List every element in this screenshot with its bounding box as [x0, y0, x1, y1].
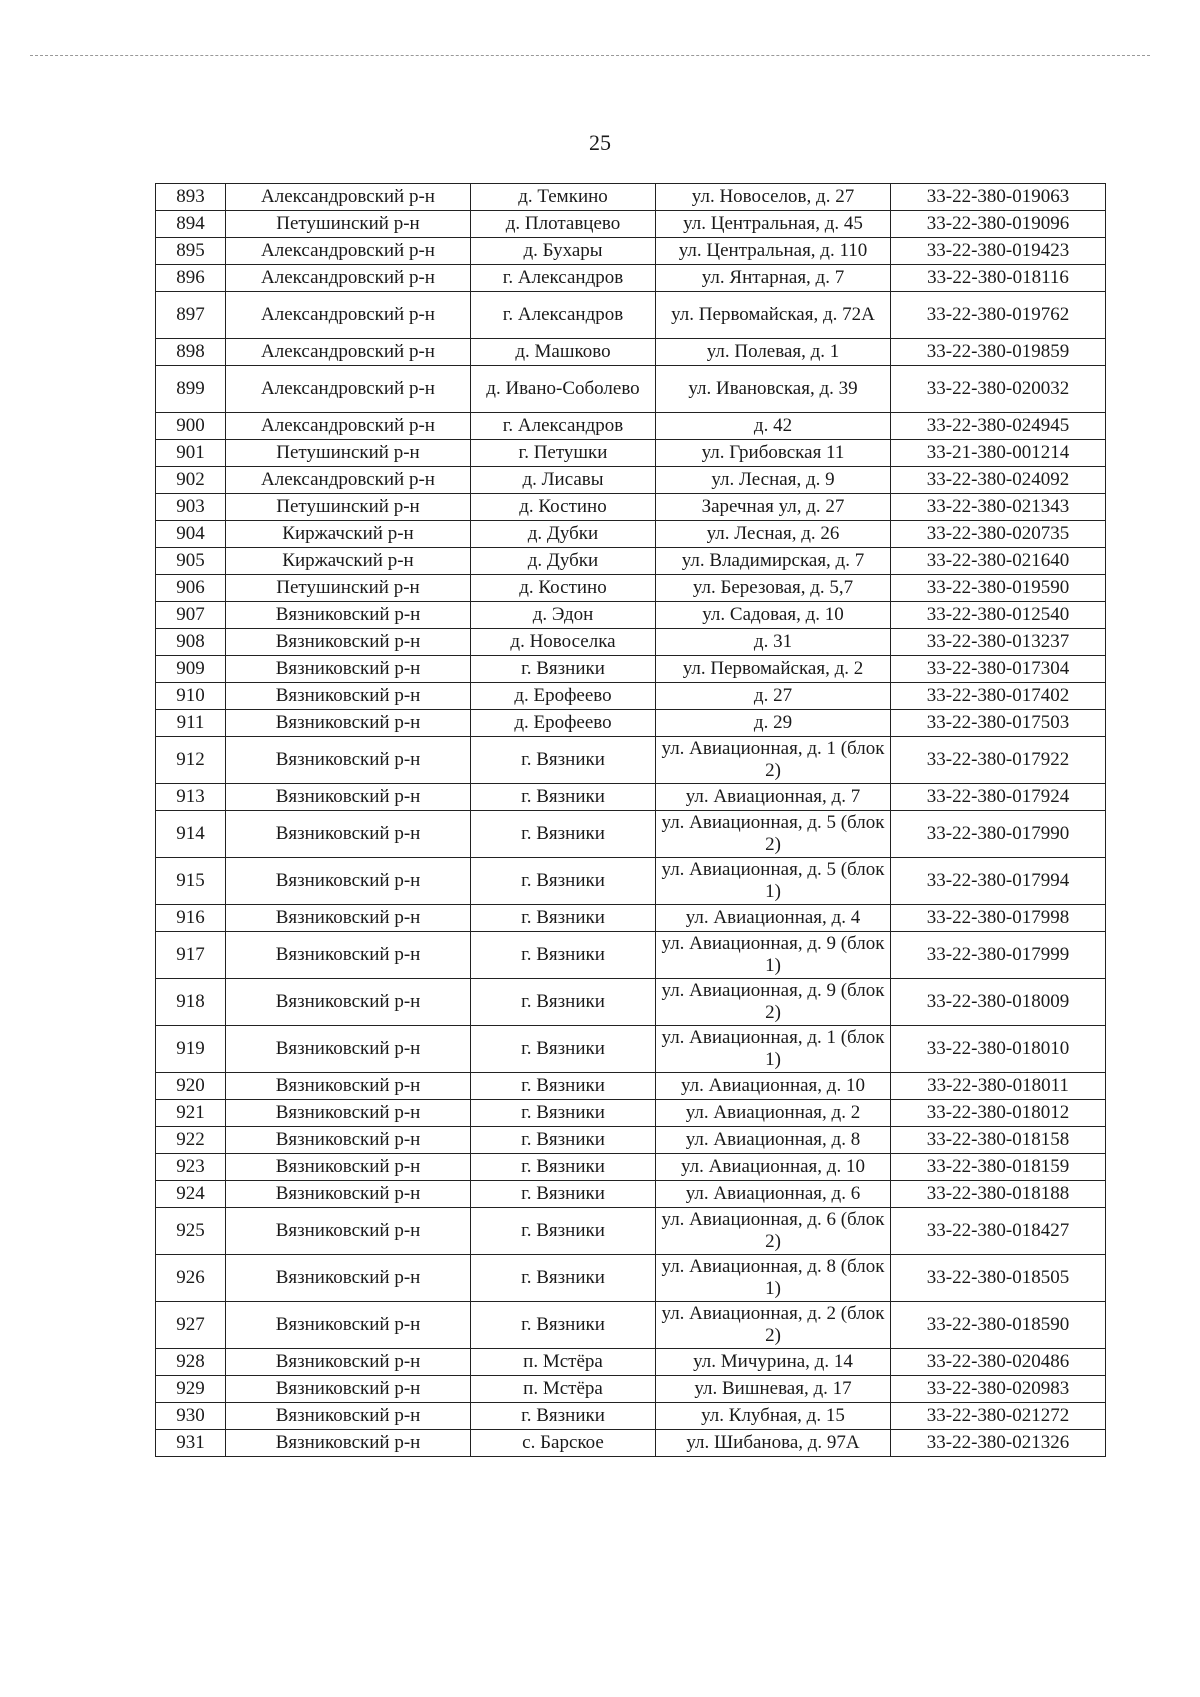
settlement-cell: д. Темкино [471, 184, 656, 211]
district-cell: Киржачский р-н [226, 548, 471, 575]
address-cell: ул. Лесная, д. 26 [656, 521, 891, 548]
row-number-cell: 924 [156, 1181, 226, 1208]
cadastral-number-cell: 33-22-380-020032 [891, 366, 1106, 413]
settlement-cell: г. Вязники [471, 1127, 656, 1154]
district-cell: Петушинский р-н [226, 494, 471, 521]
address-cell: ул. Янтарная, д. 7 [656, 265, 891, 292]
cadastral-number-cell: 33-22-380-017924 [891, 784, 1106, 811]
row-number-cell: 902 [156, 467, 226, 494]
settlement-cell: п. Мстёра [471, 1349, 656, 1376]
address-cell: ул. Новоселов, д. 27 [656, 184, 891, 211]
district-cell: Александровский р-н [226, 413, 471, 440]
row-number-cell: 923 [156, 1154, 226, 1181]
district-cell: Вязниковский р-н [226, 784, 471, 811]
table-row [156, 184, 1106, 211]
row-number-cell: 913 [156, 784, 226, 811]
cadastral-number-cell: 33-22-380-020983 [891, 1376, 1106, 1403]
cadastral-number-cell: 33-22-380-018011 [891, 1073, 1106, 1100]
settlement-cell: д. Ивано-Соболево [471, 366, 656, 413]
cadastral-number-cell: 33-22-380-024945 [891, 413, 1106, 440]
row-number-cell: 910 [156, 683, 226, 710]
district-cell: Вязниковский р-н [226, 1026, 471, 1073]
cadastral-number-cell: 33-22-380-021272 [891, 1403, 1106, 1430]
address-cell: ул. Ивановская, д. 39 [656, 366, 891, 413]
cadastral-number-cell: 33-22-380-018116 [891, 265, 1106, 292]
cadastral-number-cell: 33-22-380-019762 [891, 292, 1106, 339]
row-number-cell: 928 [156, 1349, 226, 1376]
table-row [156, 656, 1106, 683]
district-cell: Александровский р-н [226, 467, 471, 494]
table-row [156, 932, 1106, 979]
table-row [156, 1349, 1106, 1376]
table-row [156, 784, 1106, 811]
settlement-cell: д. Дубки [471, 521, 656, 548]
row-number-cell: 919 [156, 1026, 226, 1073]
row-number-cell: 911 [156, 710, 226, 737]
table-row [156, 440, 1106, 467]
table-row [156, 1376, 1106, 1403]
cadastral-number-cell: 33-22-380-018188 [891, 1181, 1106, 1208]
district-cell: Александровский р-н [226, 184, 471, 211]
table-row [156, 211, 1106, 238]
cadastral-number-cell: 33-22-380-017990 [891, 811, 1106, 858]
address-cell: ул. Березовая, д. 5,7 [656, 575, 891, 602]
cadastral-number-cell: 33-22-380-021343 [891, 494, 1106, 521]
settlement-cell: г. Вязники [471, 737, 656, 784]
address-cell: ул. Авиационная, д. 6 [656, 1181, 891, 1208]
settlement-cell: г. Вязники [471, 905, 656, 932]
address-cell: ул. Лесная, д. 9 [656, 467, 891, 494]
address-cell: д. 27 [656, 683, 891, 710]
row-number-cell: 916 [156, 905, 226, 932]
table-row [156, 292, 1106, 339]
row-number-cell: 918 [156, 979, 226, 1026]
district-cell: Вязниковский р-н [226, 710, 471, 737]
district-cell: Вязниковский р-н [226, 1302, 471, 1349]
address-cell: ул. Авиационная, д. 5 (блок 1) [656, 858, 891, 905]
table-row [156, 1181, 1106, 1208]
district-cell: Петушинский р-н [226, 211, 471, 238]
address-cell: ул. Авиационная, д. 1 (блок 2) [656, 737, 891, 784]
cadastral-number-cell: 33-22-380-019096 [891, 211, 1106, 238]
row-number-cell: 922 [156, 1127, 226, 1154]
cadastral-number-cell: 33-22-380-018505 [891, 1255, 1106, 1302]
table-row [156, 467, 1106, 494]
address-cell: ул. Авиационная, д. 5 (блок 2) [656, 811, 891, 858]
row-number-cell: 915 [156, 858, 226, 905]
address-cell: ул. Авиационная, д. 4 [656, 905, 891, 932]
row-number-cell: 914 [156, 811, 226, 858]
district-cell: Киржачский р-н [226, 521, 471, 548]
row-number-cell: 909 [156, 656, 226, 683]
table-row [156, 1255, 1106, 1302]
cadastral-number-cell: 33-22-380-018590 [891, 1302, 1106, 1349]
district-cell: Вязниковский р-н [226, 1181, 471, 1208]
cadastral-number-cell: 33-22-380-020486 [891, 1349, 1106, 1376]
settlement-cell: д. Ерофеево [471, 683, 656, 710]
row-number-cell: 904 [156, 521, 226, 548]
table-row [156, 1208, 1106, 1255]
address-cell: ул. Авиационная, д. 9 (блок 1) [656, 932, 891, 979]
district-cell: Александровский р-н [226, 366, 471, 413]
district-cell: Вязниковский р-н [226, 602, 471, 629]
district-cell: Вязниковский р-н [226, 979, 471, 1026]
district-cell: Вязниковский р-н [226, 1127, 471, 1154]
row-number-cell: 930 [156, 1403, 226, 1430]
settlement-cell: г. Вязники [471, 858, 656, 905]
row-number-cell: 894 [156, 211, 226, 238]
address-cell: ул. Первомайская, д. 2 [656, 656, 891, 683]
scan-edge-line [30, 55, 1150, 56]
address-cell: ул. Авиационная, д. 8 [656, 1127, 891, 1154]
table-row [156, 602, 1106, 629]
settlement-cell: с. Барское [471, 1430, 656, 1457]
row-number-cell: 912 [156, 737, 226, 784]
settlement-cell: г. Александров [471, 292, 656, 339]
address-cell: ул. Авиационная, д. 2 (блок 2) [656, 1302, 891, 1349]
settlement-cell: д. Дубки [471, 548, 656, 575]
cadastral-number-cell: 33-22-380-018009 [891, 979, 1106, 1026]
address-cell: ул. Авиационная, д. 8 (блок 1) [656, 1255, 891, 1302]
row-number-cell: 898 [156, 339, 226, 366]
table-row [156, 1026, 1106, 1073]
district-cell: Александровский р-н [226, 238, 471, 265]
cadastral-number-cell: 33-22-380-018159 [891, 1154, 1106, 1181]
settlement-cell: д. Бухары [471, 238, 656, 265]
district-cell: Александровский р-н [226, 265, 471, 292]
address-cell: ул. Авиационная, д. 2 [656, 1100, 891, 1127]
settlement-cell: д. Эдон [471, 602, 656, 629]
cadastral-number-cell: 33-22-380-012540 [891, 602, 1106, 629]
row-number-cell: 893 [156, 184, 226, 211]
cadastral-number-cell: 33-22-380-020735 [891, 521, 1106, 548]
address-cell: ул. Мичурина, д. 14 [656, 1349, 891, 1376]
registry-table [155, 183, 1106, 1457]
settlement-cell: г. Вязники [471, 1026, 656, 1073]
settlement-cell: д. Лисавы [471, 467, 656, 494]
table-row [156, 629, 1106, 656]
settlement-cell: д. Костино [471, 575, 656, 602]
table-row [156, 1403, 1106, 1430]
settlement-cell: д. Костино [471, 494, 656, 521]
table-row [156, 575, 1106, 602]
district-cell: Вязниковский р-н [226, 1403, 471, 1430]
settlement-cell: г. Вязники [471, 811, 656, 858]
address-cell: ул. Авиационная, д. 10 [656, 1154, 891, 1181]
row-number-cell: 905 [156, 548, 226, 575]
row-number-cell: 901 [156, 440, 226, 467]
cadastral-number-cell: 33-22-380-019063 [891, 184, 1106, 211]
table-row [156, 1154, 1106, 1181]
district-cell: Вязниковский р-н [226, 1100, 471, 1127]
cadastral-number-cell: 33-22-380-018158 [891, 1127, 1106, 1154]
settlement-cell: г. Вязники [471, 1302, 656, 1349]
district-cell: Александровский р-н [226, 292, 471, 339]
district-cell: Петушинский р-н [226, 575, 471, 602]
address-cell: д. 29 [656, 710, 891, 737]
row-number-cell: 917 [156, 932, 226, 979]
district-cell: Вязниковский р-н [226, 932, 471, 979]
table-row [156, 366, 1106, 413]
district-cell: Вязниковский р-н [226, 1208, 471, 1255]
table-row [156, 737, 1106, 784]
settlement-cell: г. Вязники [471, 932, 656, 979]
registry-table-body [156, 184, 1106, 1457]
cadastral-number-cell: 33-22-380-017998 [891, 905, 1106, 932]
settlement-cell: г. Петушки [471, 440, 656, 467]
settlement-cell: п. Мстёра [471, 1376, 656, 1403]
row-number-cell: 929 [156, 1376, 226, 1403]
district-cell: Вязниковский р-н [226, 629, 471, 656]
settlement-cell: г. Вязники [471, 1073, 656, 1100]
address-cell: ул. Садовая, д. 10 [656, 602, 891, 629]
district-cell: Вязниковский р-н [226, 1430, 471, 1457]
settlement-cell: г. Вязники [471, 979, 656, 1026]
settlement-cell: г. Вязники [471, 1208, 656, 1255]
district-cell: Вязниковский р-н [226, 1154, 471, 1181]
cadastral-number-cell: 33-22-380-021326 [891, 1430, 1106, 1457]
cadastral-number-cell: 33-22-380-021640 [891, 548, 1106, 575]
settlement-cell: г. Вязники [471, 784, 656, 811]
district-cell: Александровский р-н [226, 339, 471, 366]
district-cell: Вязниковский р-н [226, 858, 471, 905]
cadastral-number-cell: 33-22-380-019590 [891, 575, 1106, 602]
cadastral-number-cell: 33-22-380-017304 [891, 656, 1106, 683]
table-row [156, 979, 1106, 1026]
row-number-cell: 899 [156, 366, 226, 413]
table-row [156, 1127, 1106, 1154]
cadastral-number-cell: 33-22-380-018012 [891, 1100, 1106, 1127]
address-cell: д. 42 [656, 413, 891, 440]
address-cell: ул. Вишневая, д. 17 [656, 1376, 891, 1403]
address-cell: ул. Центральная, д. 110 [656, 238, 891, 265]
page-number: 25 [589, 130, 611, 155]
table-row [156, 905, 1106, 932]
district-cell: Вязниковский р-н [226, 656, 471, 683]
row-number-cell: 908 [156, 629, 226, 656]
settlement-cell: г. Вязники [471, 656, 656, 683]
address-cell: ул. Центральная, д. 45 [656, 211, 891, 238]
address-cell: ул. Авиационная, д. 1 (блок 1) [656, 1026, 891, 1073]
table-row [156, 548, 1106, 575]
table-row [156, 521, 1106, 548]
cadastral-number-cell: 33-22-380-017994 [891, 858, 1106, 905]
cadastral-number-cell: 33-22-380-017402 [891, 683, 1106, 710]
settlement-cell: г. Александров [471, 413, 656, 440]
row-number-cell: 926 [156, 1255, 226, 1302]
row-number-cell: 920 [156, 1073, 226, 1100]
district-cell: Вязниковский р-н [226, 905, 471, 932]
table-row [156, 1073, 1106, 1100]
district-cell: Вязниковский р-н [226, 1349, 471, 1376]
address-cell: ул. Авиационная, д. 7 [656, 784, 891, 811]
address-cell: д. 31 [656, 629, 891, 656]
row-number-cell: 925 [156, 1208, 226, 1255]
row-number-cell: 921 [156, 1100, 226, 1127]
district-cell: Вязниковский р-н [226, 811, 471, 858]
district-cell: Вязниковский р-н [226, 1073, 471, 1100]
cadastral-number-cell: 33-22-380-019423 [891, 238, 1106, 265]
row-number-cell: 900 [156, 413, 226, 440]
table-row [156, 265, 1106, 292]
cadastral-number-cell: 33-22-380-017922 [891, 737, 1106, 784]
settlement-cell: г. Вязники [471, 1154, 656, 1181]
settlement-cell: г. Вязники [471, 1100, 656, 1127]
table-row [156, 238, 1106, 265]
cadastral-number-cell: 33-22-380-019859 [891, 339, 1106, 366]
table-row [156, 858, 1106, 905]
table-row [156, 413, 1106, 440]
district-cell: Вязниковский р-н [226, 1255, 471, 1302]
settlement-cell: г. Вязники [471, 1255, 656, 1302]
settlement-cell: д. Плотавцево [471, 211, 656, 238]
table-row [156, 494, 1106, 521]
address-cell: ул. Владимирская, д. 7 [656, 548, 891, 575]
row-number-cell: 907 [156, 602, 226, 629]
district-cell: Петушинский р-н [226, 440, 471, 467]
settlement-cell: д. Новоселка [471, 629, 656, 656]
address-cell: ул. Грибовская 11 [656, 440, 891, 467]
address-cell: ул. Клубная, д. 15 [656, 1403, 891, 1430]
cadastral-number-cell: 33-22-380-017999 [891, 932, 1106, 979]
cadastral-number-cell: 33-22-380-018427 [891, 1208, 1106, 1255]
table-row [156, 710, 1106, 737]
table-row [156, 339, 1106, 366]
address-cell: ул. Первомайская, д. 72А [656, 292, 891, 339]
settlement-cell: д. Машково [471, 339, 656, 366]
cadastral-number-cell: 33-22-380-017503 [891, 710, 1106, 737]
table-row [156, 811, 1106, 858]
table-row [156, 1430, 1106, 1457]
table-row [156, 1100, 1106, 1127]
address-cell: ул. Авиационная, д. 10 [656, 1073, 891, 1100]
row-number-cell: 927 [156, 1302, 226, 1349]
row-number-cell: 931 [156, 1430, 226, 1457]
table-row [156, 683, 1106, 710]
district-cell: Вязниковский р-н [226, 683, 471, 710]
cadastral-number-cell: 33-21-380-001214 [891, 440, 1106, 467]
row-number-cell: 906 [156, 575, 226, 602]
cadastral-number-cell: 33-22-380-013237 [891, 629, 1106, 656]
cadastral-number-cell: 33-22-380-024092 [891, 467, 1106, 494]
address-cell: Заречная ул, д. 27 [656, 494, 891, 521]
row-number-cell: 897 [156, 292, 226, 339]
settlement-cell: г. Вязники [471, 1181, 656, 1208]
address-cell: ул. Авиационная, д. 9 (блок 2) [656, 979, 891, 1026]
address-cell: ул. Шибанова, д. 97А [656, 1430, 891, 1457]
settlement-cell: г. Вязники [471, 1403, 656, 1430]
row-number-cell: 895 [156, 238, 226, 265]
table-row [156, 1302, 1106, 1349]
district-cell: Вязниковский р-н [226, 737, 471, 784]
district-cell: Вязниковский р-н [226, 1376, 471, 1403]
settlement-cell: г. Александров [471, 265, 656, 292]
address-cell: ул. Авиационная, д. 6 (блок 2) [656, 1208, 891, 1255]
row-number-cell: 903 [156, 494, 226, 521]
address-cell: ул. Полевая, д. 1 [656, 339, 891, 366]
cadastral-number-cell: 33-22-380-018010 [891, 1026, 1106, 1073]
row-number-cell: 896 [156, 265, 226, 292]
settlement-cell: д. Ерофеево [471, 710, 656, 737]
